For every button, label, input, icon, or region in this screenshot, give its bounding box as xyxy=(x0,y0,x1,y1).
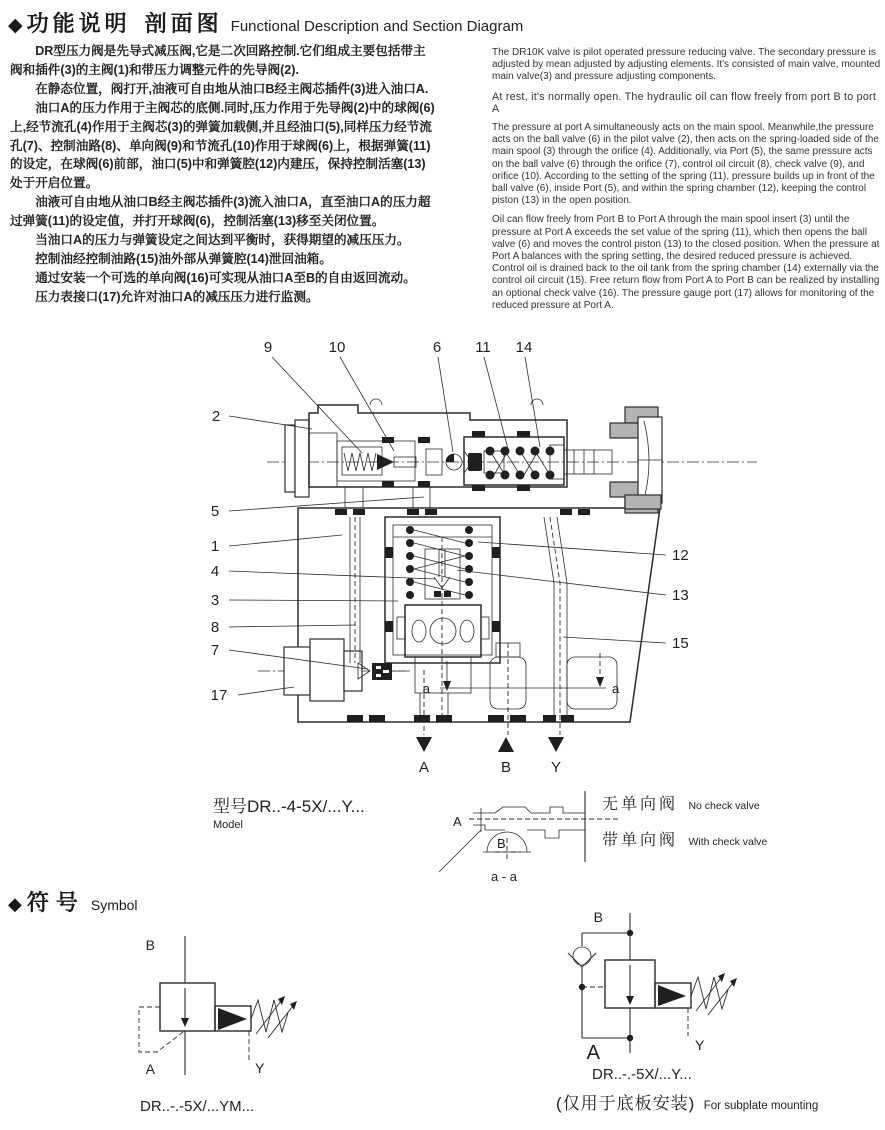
right-symbol-port-a: A xyxy=(586,1042,600,1063)
en-paragraph: At rest, it's normally open. The hydraulic oil can flow freely from port B to port A xyxy=(492,90,877,115)
callout-13: 13 xyxy=(672,587,689,604)
subplate-note-cn: (仅用于底板安装) xyxy=(556,1094,696,1113)
en-paragraph: The DR10K valve is pilot operated pressure reducing valve. The secondary pressure is adjusted by mean adjusted by adjusting elements. It's consisted of main valve, mounted main valve(3) and pressure adjusting components. xyxy=(492,47,881,83)
cn-paragraph: 压力表接口(17)允许对油口A的减压压力进行监测。 xyxy=(35,289,319,304)
page-title xyxy=(8,7,523,38)
port-label-b: B xyxy=(500,759,512,776)
chinese-description-column xyxy=(10,42,438,307)
left-symbol-port-y: Y xyxy=(255,1060,265,1076)
no-check-valve-option xyxy=(602,791,760,814)
page-title-chinese-2: 剖面图 xyxy=(144,11,223,36)
hydraulic-symbol-right xyxy=(545,903,760,1063)
no-check-valve-en: No check valve xyxy=(688,800,760,812)
page-title-chinese-1: 功能说明 xyxy=(26,11,131,36)
callout-5: 5 xyxy=(210,503,220,520)
callout-3: 3 xyxy=(210,592,220,609)
en-paragraph: The pressure at port A simultaneously acts on the main spool. Meanwhile,the pressure acts on the ball valve (6) in the pilot valve (2), then acts on the spring-loaded side of the main spool (3) through the orifice (4). Additionally, via Port (5), the same pressure acts on the ball valve (6) through the orifice (7), control oil circuit (8), check valve (9), and orifice (10). According to the setting of the spring (11), pressure builds up in front of the ball valve (6), inside Port (5), and within the spring chamber (12), keeping the control piston (13) in the open position. xyxy=(492,122,879,207)
callout-12: 12 xyxy=(672,547,689,564)
model-designation xyxy=(213,792,365,831)
right-symbol-port-y: Y xyxy=(695,1037,705,1053)
symbol-section-heading xyxy=(8,886,138,917)
callout-14: 14 xyxy=(515,339,533,356)
inset-port-a-label: A xyxy=(453,814,462,829)
cn-paragraph: DR型压力阀是先导式减压阀,它是二次回路控制.它们组成主要包括带主阀和插件(3)的主阀(1)和带压力调整元件的先导阀(2). xyxy=(10,44,426,77)
right-symbol-port-b: B xyxy=(593,909,603,925)
inset-caption: a - a xyxy=(491,869,518,884)
section-label-a-left: a xyxy=(422,681,430,696)
callout-8: 8 xyxy=(210,619,220,636)
cn-paragraph: 通过安装一个可选的单向阀(16)可实现从油口A至B的自由返回流动。 xyxy=(35,270,416,285)
diamond-bullet-icon: ◆ xyxy=(8,15,23,36)
subplate-mounting-note xyxy=(556,1089,818,1114)
callout-2: 2 xyxy=(211,408,221,425)
section-line-a-a xyxy=(423,653,620,696)
callout-11: 11 xyxy=(475,339,491,356)
callout-numbers xyxy=(211,339,689,704)
subplate-note-en: For subplate mounting xyxy=(703,1100,819,1112)
gauge-port-boss xyxy=(258,639,412,701)
symbol-heading-en: Symbol xyxy=(90,897,138,913)
inset-port-b-label: B xyxy=(497,836,506,851)
with-check-valve-cn: 带单向阀 xyxy=(602,832,679,849)
left-symbol-port-b: B xyxy=(145,937,155,953)
pilot-valve-assembly xyxy=(285,399,612,508)
cn-paragraph: 控制油经控制油路(15)油外部从弹簧腔(14)泄回油箱。 xyxy=(35,251,332,266)
diamond-bullet-icon: ◆ xyxy=(8,894,22,914)
valve-section-diagram xyxy=(172,325,792,795)
right-symbol-model-label: DR..-.-5X/...Y... xyxy=(592,1066,692,1083)
callout-9: 9 xyxy=(263,339,273,356)
callout-1: 1 xyxy=(210,538,220,555)
page-title-english: Functional Description and Section Diagram xyxy=(230,18,524,35)
no-check-valve-cn: 无单向阀 xyxy=(602,796,679,813)
left-symbol-port-a: A xyxy=(145,1061,155,1077)
callout-10: 10 xyxy=(328,339,346,356)
port-label-a: A xyxy=(418,759,430,776)
english-description-column xyxy=(492,47,884,319)
callout-4: 4 xyxy=(210,563,220,580)
model-caption: Model xyxy=(213,819,243,831)
left-symbol-model-label: DR..-.-5X/...YM... xyxy=(140,1098,255,1115)
symbol-heading-cn: 符号 xyxy=(26,890,85,915)
port-markers xyxy=(416,737,564,776)
section-label-a-right: a xyxy=(612,681,620,696)
callout-leaders xyxy=(229,357,666,695)
with-check-valve-en: With check valve xyxy=(688,836,768,848)
main-spool-insert xyxy=(385,517,500,715)
with-check-valve-option xyxy=(602,827,767,850)
cn-paragraph: 油液可自由地从油口B经主阀芯插件(3)流入油口A，直至油口A的压力超过弹簧(11)的设定值，并打开球阀(6)，控制活塞(13)移至关闭位置。 xyxy=(10,195,431,229)
cn-paragraph: 油口A的压力作用于主阀芯的底侧.同时,压力作用于先导阀(2)中的球阀(6)上,经节流孔(4)作用于主阀芯(3)的弹簧加载侧,并且经油口(5),同样压力经节流孔(7)、控制油路(8)、单向阀(9)和节流孔(10)作用于球阀(6)上，根据弹簧(11)的设定，在球阀(6)前部，油口(5)中和弹簧腔(12)内建压，保持控制活塞(13)处于开启位置。 xyxy=(10,100,435,191)
cn-paragraph: 在静态位置，阀打开,油液可自由地从油口B经主阀芯插件(3)进入油口A. xyxy=(35,81,429,96)
hydraulic-symbol-left xyxy=(115,928,305,1078)
en-paragraph: Oil can flow freely from Port B to Port A through the main spool insert (3) until the pressure at Port A exceeds the set value of the spring (11), which then opens the ball valve (6) and moves the control piston (13) to the closed position. When the pressure at Port A balances with the spring setting, the desired reduced pressure is achieved. Control oil is drained back to the oil tank from the spring chamber (14) externally via the control oil circuit (15). Free return flow from Port A to Port B can be realized by installing an optional check valve (16). The pressure gauge port (17) allows for monitoring of the reduced pressure at Port A. xyxy=(492,214,880,311)
model-code: 型号DR..-4-5X/...Y... xyxy=(213,797,365,816)
callout-7: 7 xyxy=(210,642,220,659)
cn-paragraph: 当油口A的压力与弹簧设定之间达到平衡时，获得期望的减压压力。 xyxy=(35,233,410,248)
callout-17: 17 xyxy=(210,687,228,704)
port-label-y: Y xyxy=(550,759,562,776)
callout-15: 15 xyxy=(672,635,689,652)
callout-6: 6 xyxy=(432,339,442,356)
